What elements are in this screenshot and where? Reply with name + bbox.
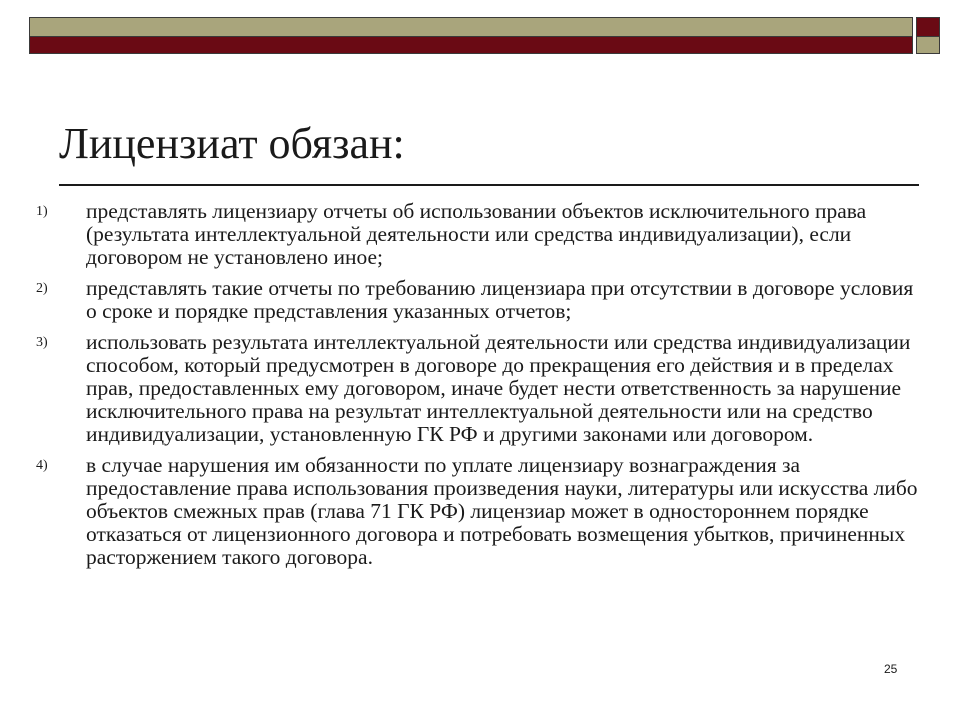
- list-item-number: 2): [36, 281, 48, 296]
- list-item-number: 3): [36, 335, 48, 350]
- list-item: [36, 277, 926, 323]
- list-item-text: использовать результата интеллектуальной деятельности или средства индивидуализации способом, который предусмотрен в договоре до прекращения его действия и в пределах прав, предоставленных ему договором, иначе будет нести ответственность за нарушение исключительного права на результат интеллектуальной деятельности или на средство индивидуализации, установленную ГК РФ и другими законами или договором.: [86, 330, 911, 446]
- list-item: [36, 200, 926, 269]
- obligations-list: [36, 200, 926, 577]
- header-decor-olive-bar: [29, 17, 913, 37]
- list-item-number: 1): [36, 204, 48, 219]
- slide-title: Лицензиат обязан:: [59, 119, 405, 168]
- list-item: [36, 454, 926, 569]
- header-decor-maroon-square: [916, 17, 940, 37]
- list-item-number: 4): [36, 458, 48, 473]
- title-underline: [59, 184, 919, 186]
- header-decor-olive-square: [916, 37, 940, 54]
- header-decor-maroon-bar: [29, 37, 913, 54]
- list-item-text: в случае нарушения им обязанности по уплате лицензиару вознаграждения за предоставление права использования произведения науки, литературы или искусства либо объектов смежных прав (глава 71 ГК РФ) лицензиар может в одностороннем порядке отказаться от лицензионного договора и потребовать возмещения убытков, причиненных расторжением такого договора.: [86, 453, 918, 569]
- list-item-text: представлять такие отчеты по требованию лицензиара при отсутствии в договоре условия о сроке и порядке представления указанных отчетов;: [86, 276, 914, 323]
- list-item: [36, 331, 926, 446]
- page-number: 25: [884, 662, 898, 676]
- list-item-text: представлять лицензиару отчеты об использовании объектов исключительного права (результата интеллектуальной деятельности или средства индивидуализации), если договором не установлено иное;: [86, 199, 867, 269]
